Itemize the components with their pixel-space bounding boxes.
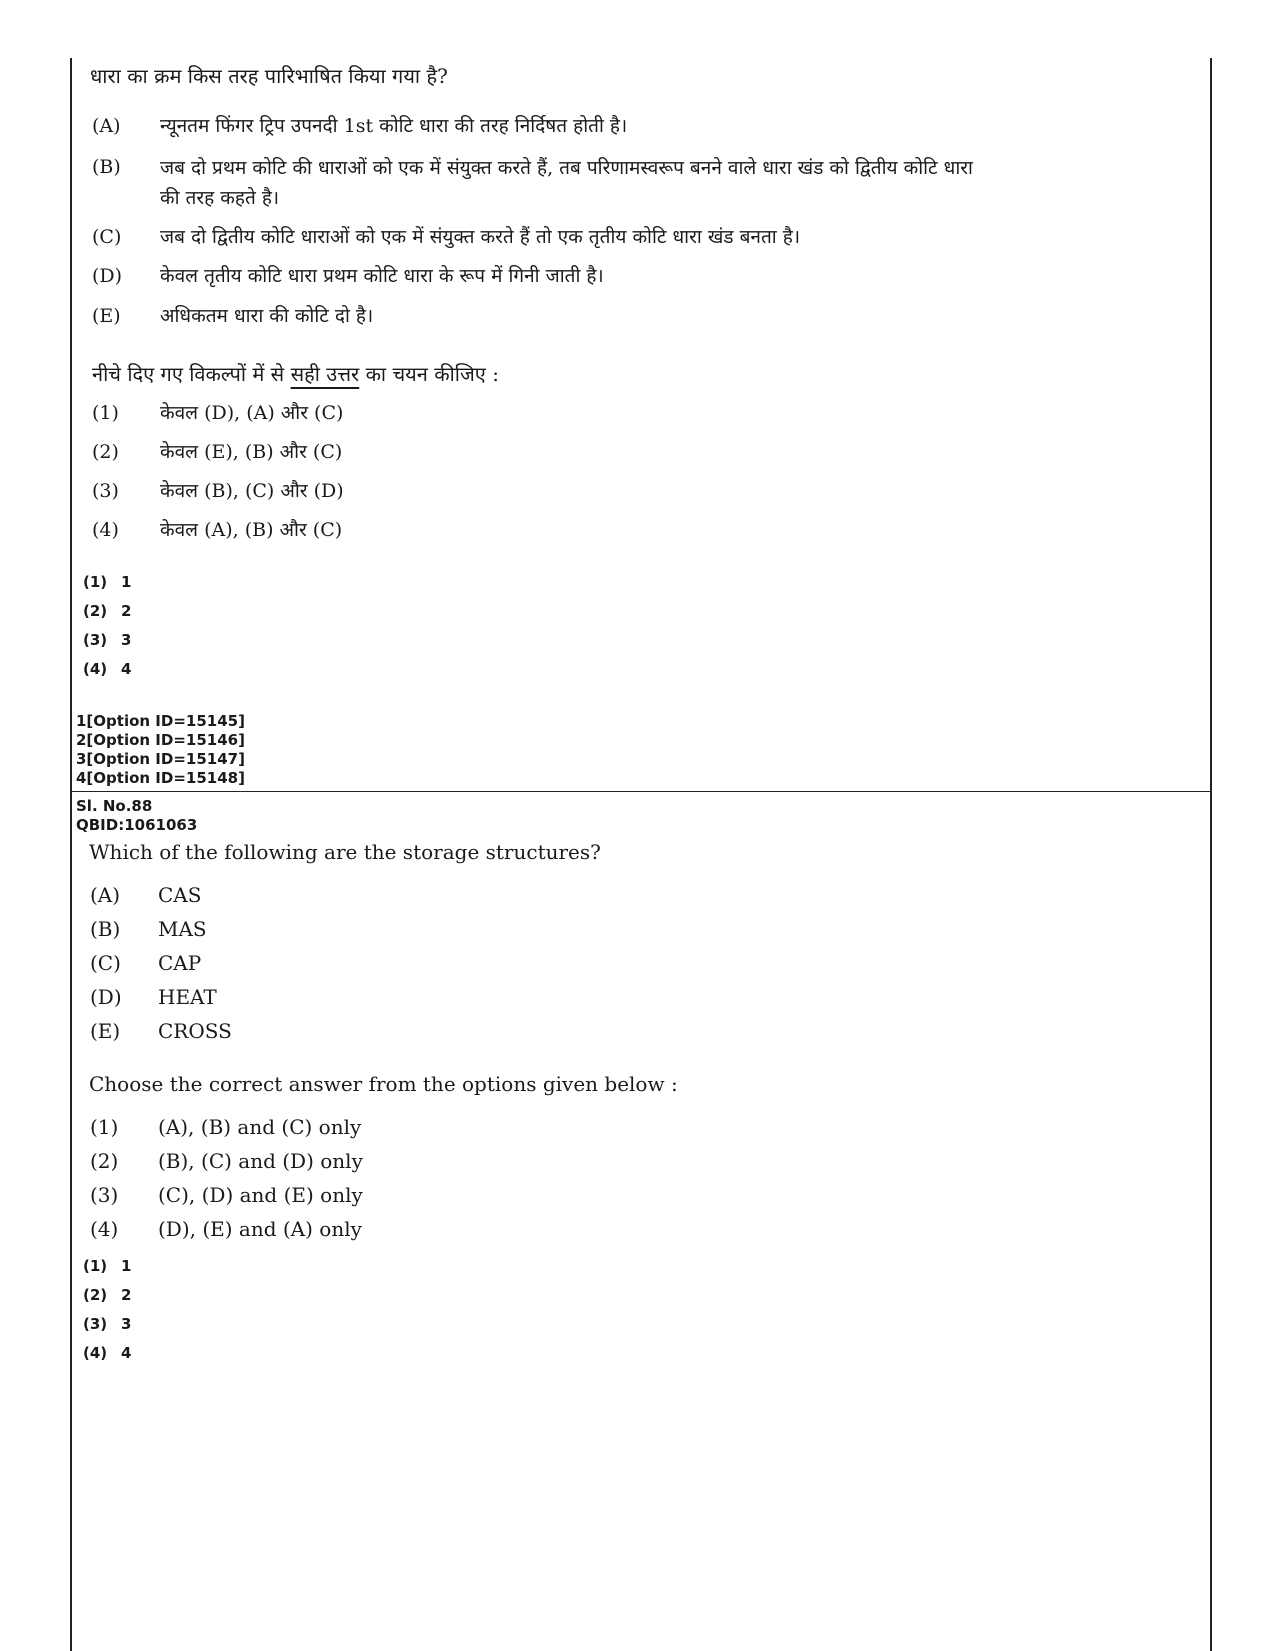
- statement-text: CAP: [158, 951, 202, 975]
- answer-label: (1): [83, 573, 108, 591]
- q88-statement-c: [90, 949, 201, 977]
- q88-statement-a: [90, 881, 201, 909]
- answer-label: (2): [83, 1286, 108, 1304]
- answer-label: (2): [83, 602, 108, 620]
- statement-text: न्यूनतम फिंगर ट्रिप उपनदी 1st कोटि धारा की तरह निर्दिषत होती है।: [160, 115, 628, 137]
- answer-value: 2: [121, 1286, 132, 1304]
- instruction-emphasis: सही उत्तर: [290, 362, 360, 386]
- option-label: (4): [92, 519, 119, 541]
- serial-number: Sl. No.88: [76, 797, 153, 815]
- answer-label: (3): [83, 631, 108, 649]
- answer-value: 1: [121, 1257, 132, 1275]
- q88-meta: [76, 797, 197, 835]
- q87-answer-3[interactable]: [83, 630, 131, 650]
- instruction-suffix: का चयन कीजिए :: [359, 362, 499, 386]
- qbid: QBID:1061063: [76, 816, 198, 834]
- q87-option-3: [92, 477, 344, 505]
- answer-value: 4: [121, 660, 132, 678]
- statement-label: (A): [92, 115, 121, 137]
- q87-question: धारा का क्रम किस तरह पारिभाषित किया गया है?: [90, 64, 448, 88]
- option-text: केवल (A), (B) और (C): [160, 519, 343, 541]
- q87-option-4: [92, 516, 342, 544]
- q87-statement-a: [92, 112, 992, 140]
- statement-text: जब दो प्रथम कोटि की धाराओं को एक में संयुक्त करते हैं, तब परिणामस्वरूप बनने वाले धारा खंड को द्वितीय कोटि धारा की तरह कहते है।: [160, 157, 973, 209]
- q87-statement-b: [92, 153, 1012, 213]
- statement-text: HEAT: [158, 985, 217, 1009]
- option-label: (3): [90, 1183, 119, 1207]
- statement-text: CAS: [158, 883, 202, 907]
- statement-label: (C): [92, 226, 122, 248]
- statement-text: अधिकतम धारा की कोटि दो है।: [160, 305, 374, 327]
- q87-option-ids: [76, 712, 245, 788]
- option-id: 2[Option ID=15146]: [76, 731, 245, 749]
- answer-value: 3: [121, 1315, 132, 1333]
- q88-answer-2[interactable]: [83, 1285, 131, 1305]
- answer-label: (1): [83, 1257, 108, 1275]
- option-id: 4[Option ID=15148]: [76, 769, 245, 787]
- instruction-prefix: नीचे दिए गए विकल्पों में से: [92, 362, 291, 386]
- statement-label: (D): [90, 985, 122, 1009]
- q87-option-2: [92, 438, 342, 466]
- option-label: (2): [90, 1149, 119, 1173]
- q87-statement-d: [92, 262, 992, 290]
- statement-label: (D): [92, 265, 123, 287]
- option-label: (2): [92, 441, 119, 463]
- option-text: (C), (D) and (E) only: [158, 1183, 363, 1207]
- option-text: केवल (B), (C) और (D): [160, 480, 344, 502]
- option-label: (1): [90, 1115, 119, 1139]
- q88-answer-1[interactable]: [83, 1256, 131, 1276]
- q88-statement-e: [90, 1017, 232, 1045]
- option-text: केवल (D), (A) और (C): [160, 402, 344, 424]
- q88-option-1: [90, 1113, 361, 1141]
- q87-option-1: [92, 399, 343, 427]
- option-text: (D), (E) and (A) only: [158, 1217, 362, 1241]
- q88-statement-b: [90, 915, 207, 943]
- q87-answer-1[interactable]: [83, 572, 131, 592]
- statement-text: केवल तृतीय कोटि धारा प्रथम कोटि धारा के रूप में गिनी जाती है।: [160, 265, 604, 287]
- question-divider: [70, 791, 1212, 792]
- q88-instruction: Choose the correct answer from the options given below :: [89, 1072, 678, 1096]
- option-label: (1): [92, 402, 119, 424]
- answer-value: 2: [121, 602, 132, 620]
- q88-answer-3[interactable]: [83, 1314, 131, 1334]
- q87-instruction: [92, 360, 499, 388]
- answer-value: 4: [121, 1344, 132, 1362]
- option-label: (3): [92, 480, 119, 502]
- statement-label: (E): [90, 1019, 121, 1043]
- option-text: (A), (B) and (C) only: [158, 1115, 362, 1139]
- statement-label: (E): [92, 305, 121, 327]
- option-id: 3[Option ID=15147]: [76, 750, 245, 768]
- option-id: 1[Option ID=15145]: [76, 712, 245, 730]
- option-text: (B), (C) and (D) only: [158, 1149, 363, 1173]
- statement-label: (B): [90, 917, 121, 941]
- statement-label: (A): [90, 883, 121, 907]
- answer-value: 3: [121, 631, 132, 649]
- q88-question: Which of the following are the storage structures?: [89, 840, 601, 864]
- q87-statement-e: [92, 302, 992, 330]
- q87-answer-4[interactable]: [83, 659, 131, 679]
- answer-label: (4): [83, 1344, 108, 1362]
- page-border-left: [70, 58, 72, 1651]
- q88-option-4: [90, 1215, 362, 1243]
- statement-label: (C): [90, 951, 121, 975]
- q88-answer-4[interactable]: [83, 1343, 131, 1363]
- q88-option-3: [90, 1181, 363, 1209]
- option-label: (4): [90, 1217, 119, 1241]
- statement-text: CROSS: [158, 1019, 232, 1043]
- answer-label: (3): [83, 1315, 108, 1333]
- q88-option-2: [90, 1147, 363, 1175]
- statement-label: (B): [92, 156, 121, 178]
- q88-statement-d: [90, 983, 217, 1011]
- option-text: केवल (E), (B) और (C): [160, 441, 343, 463]
- answer-label: (4): [83, 660, 108, 678]
- statement-text: MAS: [158, 917, 207, 941]
- answer-value: 1: [121, 573, 132, 591]
- page-border-right: [1210, 58, 1212, 1651]
- q87-answer-2[interactable]: [83, 601, 131, 621]
- statement-text: जब दो द्वितीय कोटि धाराओं को एक में संयुक्त करते हैं तो एक तृतीय कोटि धारा खंड बनता है।: [160, 226, 801, 248]
- q87-statement-c: [92, 223, 992, 251]
